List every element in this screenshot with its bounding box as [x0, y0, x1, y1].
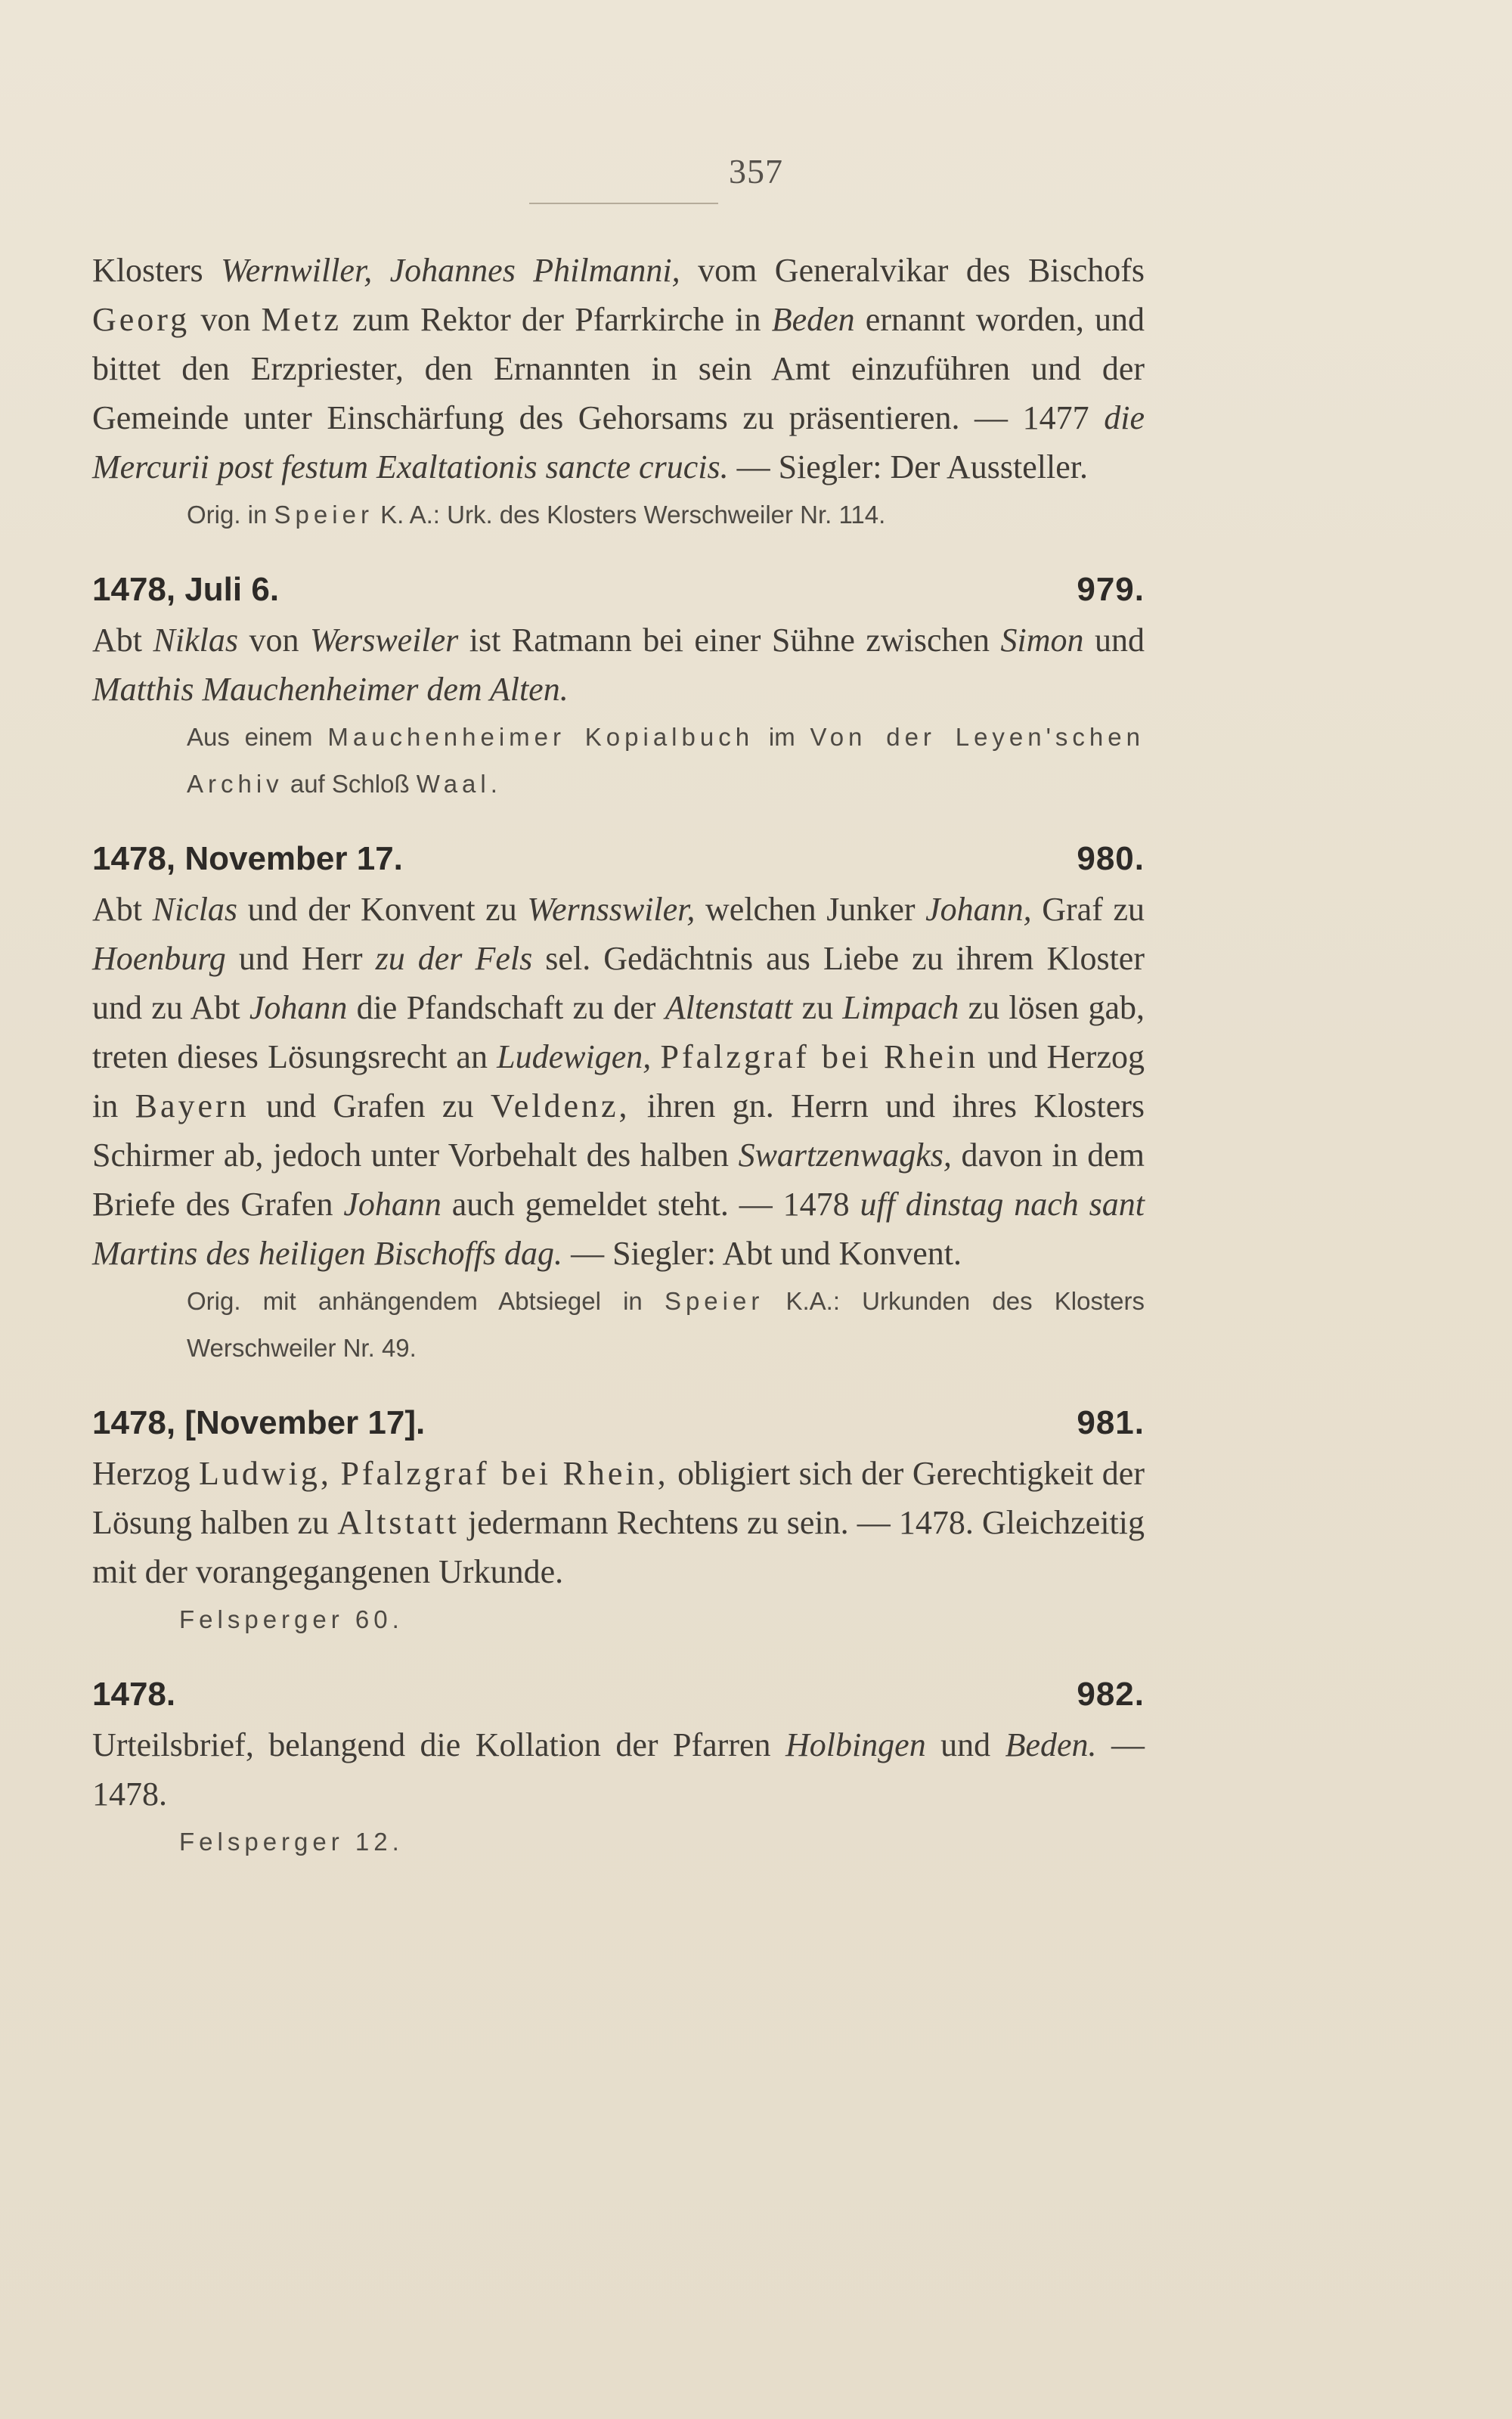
place-name: Wernwiller,	[221, 252, 373, 289]
person-name: Johann	[343, 1186, 442, 1223]
intro-text: Klosters Wernwiller, Johannes Philmanni, vom Generalvikar des Bischofs Georg von Metz zum Rektor der Pfarrkirche in Beden ernannt worden, und bittet den Erzpriester, den Ernannten in sein Amt einzuführen und der Gemeinde unter Einschärfung des Gehorsams zu präsentieren. — 1477 die Mercurii post festum Exaltationis sancte crucis. — Siegler: Der Aussteller.	[92, 252, 1145, 485]
place-name: Beden	[771, 301, 855, 338]
entry-date: 1478, [November 17].	[92, 1404, 426, 1441]
person-name: Ludwig,	[199, 1455, 332, 1492]
page-number: 357	[729, 152, 783, 191]
entry-982-text: Urteilsbrief, belangend die Kollation der Pfarren Holbingen und Beden. — 1478.	[92, 1726, 1145, 1813]
place-name: Wersweiler	[309, 622, 459, 659]
entry-number: 982.	[1077, 1676, 1145, 1713]
place-name: Swartzenwagks,	[738, 1137, 952, 1174]
page-header	[0, 151, 1512, 191]
place-name: Wernsswiler,	[527, 891, 696, 928]
entry-980-header	[92, 833, 1145, 885]
entry-979-header	[92, 564, 1145, 616]
page-body	[92, 246, 1145, 1865]
date-phrase: die Mercurii post festum Exaltationis sancte crucis.	[92, 399, 1145, 485]
intro-source: Orig. in Speier K. A.: Urk. des Klosters Werschweiler Nr. 114.	[187, 501, 886, 529]
person-name: Matthis Mauchenheimer dem Alten.	[92, 671, 569, 708]
person-name: Johann	[249, 989, 348, 1026]
entry-number: 980.	[1077, 840, 1145, 877]
entry-981-text: Herzog Ludwig, Pfalzgraf bei Rhein, obligiert sich der Gerechtigkeit der Lösung halben zu Altstatt jedermann Rechtens zu sein. — 1478. Gleichzeitig mit der vorangegangenen Urkunde.	[92, 1455, 1145, 1590]
title-name: Pfalzgraf bei Rhein,	[340, 1455, 669, 1492]
person-name: Niklas	[153, 622, 238, 659]
person-name: Simon	[1000, 622, 1084, 659]
place-name: Limpach	[842, 989, 959, 1026]
person-name: Johannes Philmanni,	[389, 252, 680, 289]
place-name: Altstatt	[337, 1504, 460, 1541]
entry-982-header	[92, 1669, 1145, 1720]
person-name: Georg	[92, 301, 191, 338]
entry-982-source: Felsperger 12.	[179, 1828, 404, 1856]
entry-979-source: Aus einem Mauchenheimer Kopialbuch im Von der Leyen'schen Archiv auf Schloß Waal.	[187, 723, 1145, 798]
place-name: Veldenz,	[490, 1087, 631, 1124]
person-name: Ludewigen,	[497, 1038, 652, 1075]
entry-981-source: Felsperger 60.	[179, 1605, 404, 1633]
entry-980-source: Orig. mit anhängendem Abtsiegel in Speier K.A.: Urkunden des Klosters Werschweiler Nr. 49.	[187, 1287, 1145, 1362]
entry-number: 979.	[1077, 571, 1145, 608]
person-name: Niclas	[152, 891, 238, 928]
place-name: Altenstatt	[665, 989, 793, 1026]
entry-979-text: Abt Niklas von Wersweiler ist Ratmann bei einer Sühne zwischen Simon und Matthis Mauchenheimer dem Alten.	[92, 622, 1145, 708]
entry-date: 1478, Juli 6.	[92, 571, 280, 608]
place-name: Bayern	[135, 1087, 249, 1124]
entry-number: 981.	[1077, 1404, 1145, 1441]
place-name: zu der Fels	[375, 940, 533, 977]
person-name: Johann,	[925, 891, 1032, 928]
date-phrase: uff dinstag nach sant Martins des heiligen Bischoffs dag.	[92, 1186, 1145, 1272]
title-name: Pfalzgraf bei Rhein	[660, 1038, 979, 1075]
place-name: Holbingen	[785, 1726, 926, 1763]
entry-date: 1478, November 17.	[92, 840, 403, 877]
place-name: Hoenburg	[92, 940, 226, 977]
place-name: Metz	[261, 301, 342, 338]
entry-981-header	[92, 1397, 1145, 1449]
place-name: Beden.	[1005, 1726, 1097, 1763]
entry-980-text: Abt Niclas und der Konvent zu Wernsswiler, welchen Junker Johann, Graf zu Hoenburg und Herr zu der Fels sel. Gedächtnis aus Liebe zu ihrem Kloster und zu Abt Johann die Pfandschaft zu der Altenstatt zu Limpach zu lösen gab, treten dieses Lösungsrecht an Ludewigen, Pfalzgraf bei Rhein und Herzog in Bayern und Grafen zu Veldenz, ihren gn. Herrn und ihres Klosters Schirmer ab, jedoch unter Vorbehalt des halben Swartzenwagks, davon in dem Briefe des Grafen Johann auch gemeldet steht. — 1478 uff dinstag nach sant Martins des heiligen Bischoffs dag. — Siegler: Abt und Konvent.	[92, 891, 1145, 1272]
header-rule	[529, 203, 718, 204]
entry-date: 1478.	[92, 1676, 176, 1713]
